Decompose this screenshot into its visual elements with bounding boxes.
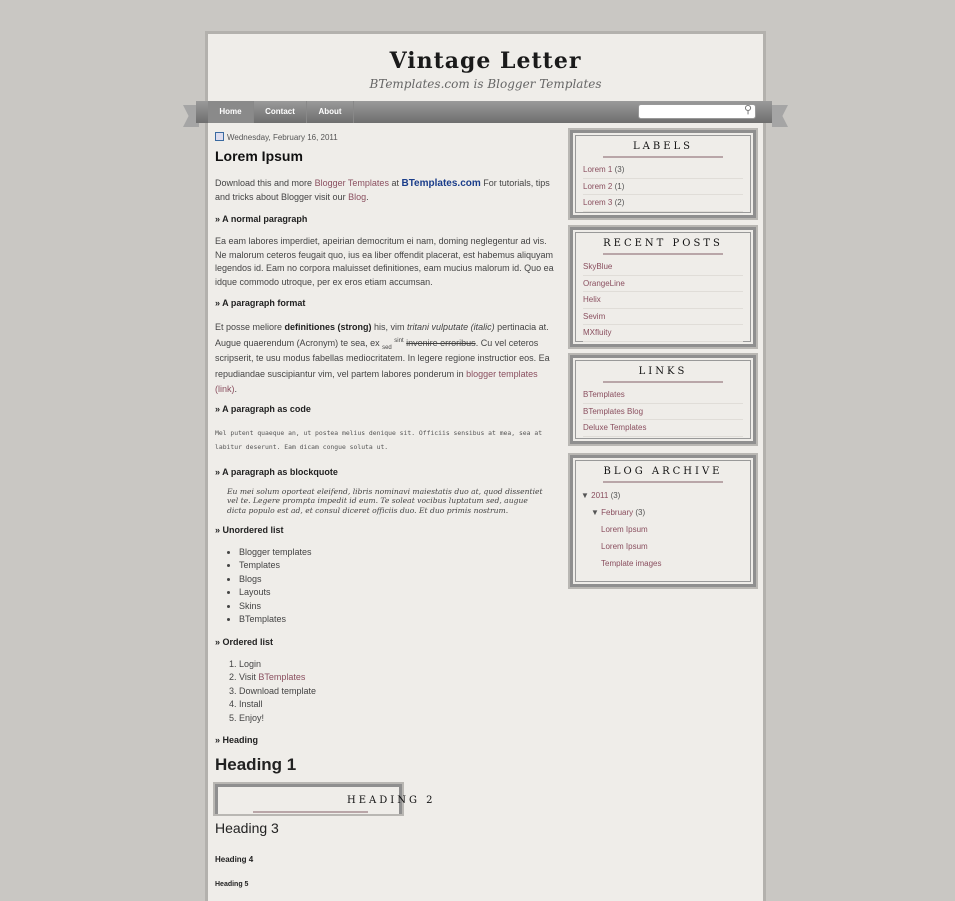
list-item: 3. Download template — [239, 685, 560, 699]
ornament-divider — [603, 481, 723, 483]
archive-post-link[interactable]: Lorem Ipsum — [601, 542, 648, 551]
heading-2: HEADING 2 — [347, 794, 436, 806]
label-link[interactable]: Lorem 2 — [583, 181, 613, 191]
blog-archive-widget — [570, 455, 756, 587]
list-item: • Blogger templates — [239, 546, 560, 560]
label-item: Lorem 2 (1) — [583, 179, 743, 196]
heading-1: Heading 1 — [215, 754, 297, 774]
recent-post-link[interactable]: OrangeLine — [583, 278, 625, 288]
intro-paragraph: Download this and more Blogger Templates at BTemplates.com For tutorials, tips and tricks about Blogger visit our Blog. — [215, 178, 550, 202]
format-paragraph: Et posse meliore definitiones (strong) his, vim tritani vulputate (italic) pertinacia at. Augue quaerendum (Acronym) te sea, ex $_{sed}$ $^{sint}$ invenire erroribus. Cu vel ceteros scripserit, te usu modus fabellas mediocritatem. In legere regione instructior eos. Ea repudiandae suscipiantur vim, vel partem labores ponderum in blogger templates (link). — [215, 322, 550, 394]
list-item: • Blogs — [239, 573, 560, 587]
list-item: • Layouts — [239, 586, 560, 600]
blog-subtitle: BTemplates.com is Blogger Templates — [369, 77, 602, 91]
heading-5: Heading 5 — [215, 880, 249, 888]
list-item: 5. Enjoy! — [239, 712, 560, 726]
archive-post-link[interactable]: Lorem Ipsum — [601, 525, 648, 534]
widget-title: LABELS — [632, 141, 693, 152]
recent-posts-widget — [570, 227, 756, 347]
nav-home[interactable]: Home — [208, 101, 254, 123]
post-title[interactable]: Lorem Ipsum — [215, 148, 303, 164]
link[interactable]: (link) — [215, 384, 235, 394]
recent-post-link[interactable]: Helix — [583, 295, 601, 304]
calendar-icon — [215, 132, 224, 141]
code-block: Mel putent quaeque an, ut postea melius denique sit. Officiis sensibus at mea, sea at labitur deserunt. Eam dicam congue soluta ut. — [215, 428, 543, 451]
link-item[interactable]: BTemplates Blog — [583, 406, 644, 416]
search-input[interactable] — [638, 104, 756, 119]
list-item: 4. Install — [239, 698, 560, 712]
archive-month: ▼ February (3) — [591, 508, 646, 517]
heading-normal: » A normal paragraph — [215, 214, 308, 224]
archive-month-link[interactable]: February — [601, 508, 634, 517]
ornament-divider — [603, 253, 723, 255]
list-item: • Skins — [239, 600, 560, 614]
label-link[interactable]: Lorem 3 — [583, 198, 613, 207]
ornament-divider — [603, 156, 723, 158]
unordered-list — [215, 546, 560, 627]
link-item[interactable]: Deluxe Templates — [583, 423, 647, 432]
links-widget — [570, 355, 756, 444]
recent-post-link[interactable]: MXfluity — [583, 328, 612, 337]
ribbon-right — [772, 105, 788, 127]
widget-title: RECENT POSTS — [603, 238, 723, 249]
heading-heading: » Heading — [215, 734, 259, 745]
ordered-list — [215, 658, 560, 726]
search-icon[interactable]: ⚲ — [743, 104, 752, 116]
triangle-down-icon[interactable]: ▼ — [581, 491, 592, 500]
heading-ordered: » Ordered list — [215, 636, 274, 647]
labels-widget — [570, 130, 756, 218]
ornament-divider — [253, 811, 368, 813]
blog-title[interactable]: Vintage Letter — [389, 48, 582, 74]
archive-year-link[interactable]: 2011 — [591, 491, 609, 500]
label-item: Lorem 3 (2) — [583, 195, 743, 212]
heading-4: Heading 4 — [215, 854, 254, 864]
heading-code: » A paragraph as code — [215, 403, 311, 414]
nav-about[interactable]: About — [307, 101, 354, 123]
blockquote: Eu mei solum oporteat eleifend, libris nominavi maiestatis duo at, quod dissentiet vel te. Legere prompta impedit id eum. Te soleat vocibus luptatum sed, augue dicta populo est ad, et consul diceret officiis duo. Et duo primis nostrum. — [227, 486, 543, 515]
post-date: Wednesday, February 16, 2011 — [215, 131, 560, 145]
list-item: 2. Visit BTemplates — [239, 671, 560, 685]
heading-format: » A paragraph format — [215, 298, 306, 308]
widget-title: LINKS — [638, 366, 688, 377]
recent-post-link[interactable]: SkyBlue — [583, 262, 613, 271]
btemplates-link[interactable]: BTemplates — [258, 672, 306, 682]
blogger-templates-link-2[interactable]: blogger templates — [466, 368, 538, 379]
heading-unordered: » Unordered list — [215, 524, 284, 535]
heading-2-box — [215, 784, 436, 814]
link-item[interactable]: BTemplates — [583, 390, 625, 399]
heading-blockquote: » A paragraph as blockquote — [215, 466, 338, 477]
heading-3: Heading 3 — [215, 819, 279, 836]
label-link[interactable]: Lorem 1 — [583, 165, 613, 174]
ornament-divider — [603, 381, 723, 383]
list-item: • Templates — [239, 559, 560, 573]
triangle-down-icon[interactable]: ▼ — [591, 508, 602, 517]
blog-link[interactable]: Blog — [348, 191, 367, 202]
list-item: 1. Login — [239, 658, 560, 672]
archive-year: ▼ 2011 (3) — [581, 491, 621, 500]
widget-title: BLOG ARCHIVE — [603, 466, 723, 477]
post-column — [215, 131, 560, 891]
label-item: Lorem 1 (3) — [583, 162, 743, 179]
nav-contact[interactable]: Contact — [254, 101, 307, 123]
btemplates-logo[interactable]: BTemplates.com — [401, 178, 481, 189]
recent-post-link[interactable]: Sevim — [583, 311, 606, 321]
normal-paragraph: Ea eam labores imperdiet, apeirian democritum ei nam, doming neglegentur ad vis. Ne malorum ceteros feugait quo, ius ea liber offendit placerat, est habemus aliquyam legendos id. Eam no corpora maluisset definitiones, eam mucius malorum id. Quo ea idque commodo utroque, per ex eros etiam accumsan. — [215, 236, 554, 287]
blogger-templates-link[interactable]: Blogger Templates — [314, 178, 389, 188]
list-item: • BTemplates — [239, 613, 560, 627]
archive-post-link[interactable]: Template images — [601, 559, 662, 568]
